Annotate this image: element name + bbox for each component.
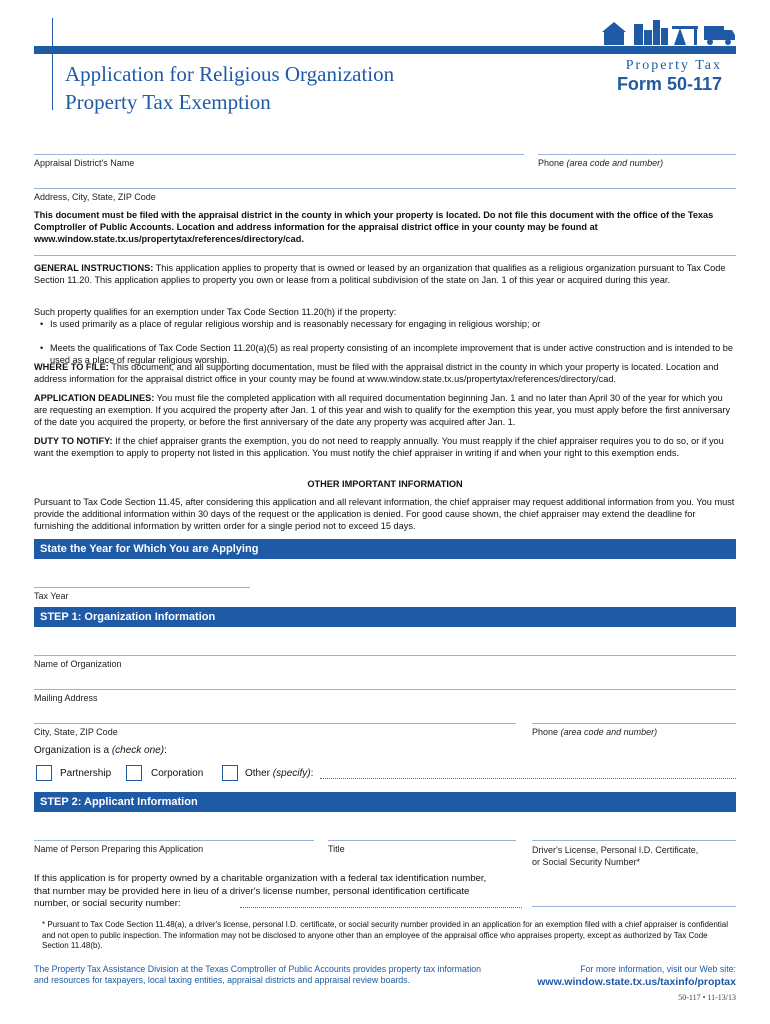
org-phone-label: Phone (area code and number) <box>532 727 658 737</box>
title-line-2: Property Tax Exemption <box>65 90 271 114</box>
partnership-checkbox[interactable] <box>36 765 52 781</box>
federal-id-dots <box>240 906 522 908</box>
qualify-bullet-2: • Meets the qualifications of Tax Code Section 11.20(a)(5) as real property consisting of an incomplete improvement that is under active construction and is intended to be used as a place of regular religious worship. <box>34 342 752 366</box>
footer-description: The Property Tax Assistance Division at the Texas Comptroller of Public Accounts provides property tax information and resources for taxpayers, local taxing entities, appraisal districts and appraisal review boards. <box>34 964 482 985</box>
qualify-bullet-1: • Is used primarily as a place of regular religious worship and is reasonably necessary for engaging in religious worship; or <box>34 318 752 330</box>
federal-id-line[interactable] <box>532 906 736 907</box>
license-line[interactable] <box>532 840 736 841</box>
org-name-line[interactable] <box>34 655 736 656</box>
step1-header: STEP 1: Organization Information <box>34 607 736 627</box>
preparer-title-label: Title <box>328 844 345 854</box>
corporation-checkbox[interactable] <box>126 765 142 781</box>
where-to-file: WHERE TO FILE: This document, and all supporting documentation, must be filed with the appraisal district in the county in which your property is located. Location and address information for the appraisal district office in your county may be found at www.window.state.tx.us/propertytax/references/directory/cad. <box>34 362 719 385</box>
other-specify-line[interactable] <box>320 777 736 779</box>
partnership-label: Partnership <box>60 768 112 779</box>
org-city-label: City, State, ZIP Code <box>34 727 118 737</box>
other-label: Other (specify): <box>245 768 314 779</box>
mailing-address-line[interactable] <box>34 689 736 690</box>
preparer-title-line[interactable] <box>328 840 516 841</box>
divider <box>34 255 736 256</box>
district-phone-line[interactable] <box>538 154 736 155</box>
license-label: Driver's License, Personal I.D. Certificate, or Social Security Number* <box>532 845 699 867</box>
other-checkbox[interactable] <box>222 765 238 781</box>
preparer-name-label: Name of Person Preparing this Application <box>34 844 204 854</box>
form-number: Form 50-117 <box>616 74 722 94</box>
duty-to-notify: DUTY TO NOTIFY: If the chief appraiser grants the exemption, you do not need to reapply annually. You must reapply if the chief appraiser requires you to do so, or if you want the exemption to apply to property not listed in this application. You must notify the chief appraiser in writing if and when your right to this exemption ends. <box>34 436 724 459</box>
footer-more-info: For more information, visit our Web site: <box>580 964 736 974</box>
district-phone-label: Phone (area code and number) <box>538 158 664 168</box>
mailing-address-label: Mailing Address <box>34 693 98 703</box>
header-divider <box>52 18 53 110</box>
footer-url[interactable]: www.window.state.tx.us/taxinfo/proptax <box>537 976 736 988</box>
general-instructions: GENERAL INSTRUCTIONS: This application applies to property that is owned or leased by an organization that qualifies as a religious organization pursuant to Tax Code Section 11.20. This application applies to property you own or lease from a political subdivision of the state on Jan. 1 of this year or acquired during this year. <box>34 263 726 286</box>
title-line-1: Application for Religious Organization <box>65 62 395 86</box>
qualifies-intro: Such property qualifies for an exemption under Tax Code Section 11.20(h) if the property: <box>34 307 397 317</box>
form-category: Property Tax <box>625 58 722 73</box>
other-info-text: Pursuant to Tax Code Section 11.45, after considering this application and all relevant information, the chief appraiser may request additional information from you. You must provide the additional information within 30 days of the request or the application is denied. For good cause shown, the chief appraiser may extend the deadline for furnishing the additional information by written order for a single period not to exceed 15 days. <box>34 497 735 532</box>
appraisal-district-line[interactable] <box>34 154 524 155</box>
confidentiality-footnote: * Pursuant to Tax Code Section 11.48(a), a driver's license, personal I.D. certificate, or social security number provided in an application for an exemption filed with a chief appraiser is confidential and not open to public inspection. The information may not be disclosed to anyone other than an employee of the appraisal office who appraises property, except as authorized by Tax Code Section 11.48(b). <box>42 920 729 950</box>
district-address-label: Address, City, State, ZIP Code <box>34 192 156 202</box>
step2-header: STEP 2: Applicant Information <box>34 792 736 812</box>
district-address-line[interactable] <box>34 188 736 189</box>
year-section-header: State the Year for Which You are Applying <box>34 539 736 559</box>
org-city-line[interactable] <box>34 723 516 724</box>
org-type-prompt: Organization is a (check one): <box>34 745 167 756</box>
appraisal-district-label: Appraisal District's Name <box>34 158 135 168</box>
federal-id-text: If this application is for property owned by a charitable organization with a federal tax identification number, that number may be provided here in lieu of a driver's license number, personal identification certificate number, or social security number: <box>34 873 487 909</box>
other-info-heading: OTHER IMPORTANT INFORMATION <box>307 479 463 489</box>
filing-notice: This document must be filed with the appraisal district in the county in which your property is located. Do not file this document with the office of the Texas Comptroller of Public Accounts. Location and address information for the appraisal district office in your county may be found at www.window.state.tx.us/propertytax/references/directory/cad. <box>34 210 714 245</box>
form-title <box>65 60 394 116</box>
form-code: 50-117 • 11-13/13 <box>678 993 736 1002</box>
header-rule <box>34 46 736 54</box>
corporation-label: Corporation <box>151 768 204 779</box>
preparer-name-line[interactable] <box>34 840 314 841</box>
org-phone-line[interactable] <box>532 723 736 724</box>
application-deadlines: APPLICATION DEADLINES: You must file the completed application with all required documentation beginning Jan. 1 and no later than April 30 of the year for which you are requesting an exemption. If you acquired the property after Jan. 1 of this year and wish to qualify for the exemption this year, you must apply before the first anniversary of the date you acquired the property, or before the first anniversary of the date any property was acquired after Jan. 1. <box>34 393 731 428</box>
property-icons <box>600 18 736 46</box>
org-name-label: Name of Organization <box>34 659 122 669</box>
tax-year-line[interactable] <box>34 587 250 588</box>
tax-year-label: Tax Year <box>34 591 69 601</box>
